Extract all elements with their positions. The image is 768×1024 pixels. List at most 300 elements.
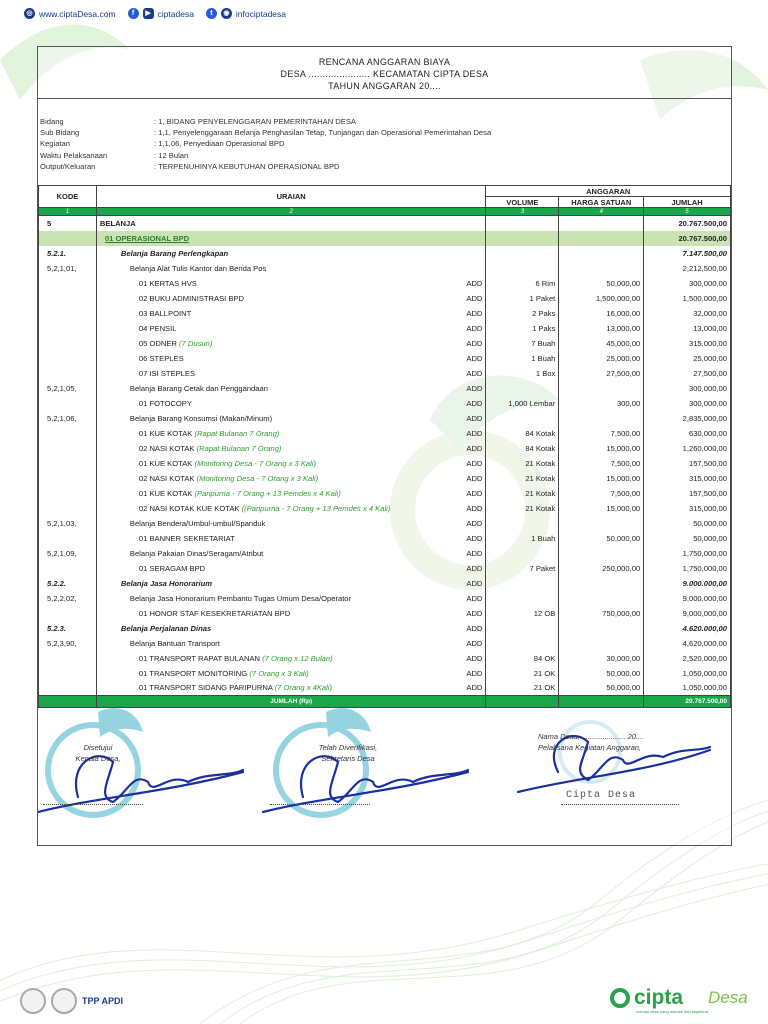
table-row xyxy=(39,321,731,336)
cell-sumber-dana xyxy=(424,261,486,276)
cell-harga-satuan: 1,500,000,00 xyxy=(559,291,644,306)
cell-sumber-dana: ADD xyxy=(424,396,486,411)
table-row xyxy=(39,666,731,681)
cell-jumlah: 1,750,000,00 xyxy=(644,561,731,576)
cell-uraian xyxy=(96,576,424,591)
cell-sumber-dana xyxy=(424,246,486,261)
cell-uraian xyxy=(96,456,424,471)
col-number: 3 xyxy=(486,208,559,216)
uraian-note: (Monitoring Desa - 7 Orang x 3 Kali) xyxy=(194,458,317,468)
uraian-text: 01 TRANSPORT MONITORING xyxy=(138,668,248,678)
cell-sumber-dana: ADD xyxy=(424,366,486,381)
uraian-text: Belanja Alat Tulis Kantor dan Benda Pos xyxy=(129,263,267,273)
cell-volume: 21 Kotak xyxy=(486,456,559,471)
cell-harga-satuan xyxy=(559,246,644,261)
header-harga-satuan: HARGA SATUAN xyxy=(559,197,644,208)
cell-sumber-dana: ADD xyxy=(424,306,486,321)
cell-harga-satuan xyxy=(559,546,644,561)
signature-right-line2: Pelaksana Kegiatan Anggaran, xyxy=(538,743,642,752)
meta-row xyxy=(40,161,731,172)
cell-kode xyxy=(39,456,97,471)
cell-kode xyxy=(39,531,97,546)
cell-kode xyxy=(39,306,97,321)
table-row xyxy=(39,636,731,651)
cell-kode xyxy=(39,276,97,291)
cell-volume: 7 Buah xyxy=(486,336,559,351)
column-number-row xyxy=(39,208,731,216)
cell-harga-satuan: 50,000,00 xyxy=(559,681,644,696)
social-links-bar xyxy=(24,8,286,19)
meta-row xyxy=(40,127,731,138)
cell-harga-satuan: 15,000,00 xyxy=(559,471,644,486)
cell-sumber-dana: ADD xyxy=(424,621,486,636)
cell-harga-satuan: 15,000,00 xyxy=(559,501,644,516)
cell-volume: 84 Kotak xyxy=(486,441,559,456)
cell-volume: 21 Kotak xyxy=(486,486,559,501)
table-row xyxy=(39,411,731,426)
cell-volume: 84 Kotak xyxy=(486,426,559,441)
cell-uraian xyxy=(96,261,424,276)
cell-uraian xyxy=(96,531,424,546)
facebook-icon[interactable]: f xyxy=(128,8,139,19)
meta-value: : TERPENUHINYA KEBUTUHAN OPERASIONAL BPD xyxy=(154,161,340,171)
uraian-note: (7 Orang x 12 Bulan) xyxy=(262,653,333,663)
cell-kode xyxy=(39,561,97,576)
cell-jumlah: 4,620,000,00 xyxy=(644,636,731,651)
cell-uraian xyxy=(96,471,424,486)
uraian-note: (Paripurna - 7 Orang + 13 Pemdes x 4 Kali) xyxy=(194,488,341,498)
uraian-note: (Monitoring Desa - 7 Orang x 3 Kali) xyxy=(196,473,319,483)
uraian-text: 01 KUE KOTAK xyxy=(138,488,193,498)
cell-kode xyxy=(39,651,97,666)
uraian-text: Belanja Barang Cetak dan Penggandaan xyxy=(129,383,268,393)
cell-harga-satuan: 25,000,00 xyxy=(559,351,644,366)
cell-uraian xyxy=(96,306,424,321)
cell-sumber-dana: ADD xyxy=(424,276,486,291)
cell-sumber-dana xyxy=(424,231,486,246)
cell-kode xyxy=(39,336,97,351)
cell-kode xyxy=(39,321,97,336)
meta-value: : 12 Bulan xyxy=(154,150,189,160)
cell-harga-satuan: 30,000,00 xyxy=(559,651,644,666)
uraian-text: 02 BUKU ADMINISTRASI BPD xyxy=(138,293,244,303)
uraian-text: 02 NASI KOTAK KUE KOTAK xyxy=(138,503,240,513)
cell-sumber-dana: ADD xyxy=(424,381,486,396)
cell-jumlah: 4.620.000,00 xyxy=(644,621,731,636)
tpp-apdi-logo: TPP APDI xyxy=(82,996,124,1006)
table-row xyxy=(39,291,731,306)
col-number: 5 xyxy=(644,208,731,216)
cell-jumlah: 20.767.500,00 xyxy=(644,231,731,246)
cell-sumber-dana: ADD xyxy=(424,291,486,306)
title-line-1: RENCANA ANGGARAN BIAYA xyxy=(318,57,451,67)
government-seal-logo xyxy=(20,988,46,1014)
cell-kode: 5,2,3,90, xyxy=(39,636,97,651)
globe-icon: ◎ xyxy=(24,8,35,19)
cell-kode xyxy=(39,231,97,246)
table-row xyxy=(39,576,731,591)
signature-mid-line1: Telah Diverifikasi, xyxy=(318,743,378,752)
signature-line-right xyxy=(561,804,679,805)
website-link[interactable]: www.ciptaDesa.com xyxy=(39,8,116,19)
cell-volume xyxy=(486,546,559,561)
cell-volume xyxy=(486,216,559,231)
cell-jumlah: 9,000,000,00 xyxy=(644,606,731,621)
cell-jumlah: 2,835,000,00 xyxy=(644,411,731,426)
cell-kode xyxy=(39,366,97,381)
cell-jumlah: 300,000,00 xyxy=(644,381,731,396)
signature-right-name: Cipta Desa xyxy=(566,790,637,801)
cell-harga-satuan: 250,000,00 xyxy=(559,561,644,576)
uraian-text: 01 OPERASIONAL BPD xyxy=(104,233,190,243)
cell-uraian xyxy=(96,636,424,651)
cell-sumber-dana: ADD xyxy=(424,501,486,516)
cell-sumber-dana: ADD xyxy=(424,471,486,486)
cell-harga-satuan xyxy=(559,516,644,531)
cell-uraian xyxy=(96,291,424,306)
cell-harga-satuan xyxy=(559,636,644,651)
uraian-text: Belanja Barang Konsumsi (Makan/Minum) xyxy=(129,413,273,423)
uraian-text: Belanja Jasa Honorarium Pembantu Tugas Umum Desa/Operator xyxy=(129,593,352,603)
cell-kode xyxy=(39,606,97,621)
cell-uraian xyxy=(96,276,424,291)
title-line-3: TAHUN ANGGARAN 20.... xyxy=(328,81,441,91)
cell-volume: 21 OK xyxy=(486,666,559,681)
cell-uraian xyxy=(96,501,424,516)
cell-kode: 5.2.3. xyxy=(39,621,97,636)
header-uraian: URAIAN xyxy=(96,186,486,208)
cell-kode: 5,2,1,01, xyxy=(39,261,97,276)
cell-harga-satuan: 7,500,00 xyxy=(559,456,644,471)
table-row xyxy=(39,501,731,516)
cell-sumber-dana: ADD xyxy=(424,441,486,456)
cell-uraian xyxy=(96,216,424,231)
uraian-note: ((Paripurna - 7 Orang + 13 Pemdes x 4 Kali) xyxy=(241,503,391,513)
uraian-text: BELANJA xyxy=(99,218,136,228)
uraian-text: Belanja Perjalanan Dinas xyxy=(120,623,212,633)
cell-kode xyxy=(39,351,97,366)
cell-volume xyxy=(486,636,559,651)
cell-jumlah: 27,500,00 xyxy=(644,366,731,381)
rab-document xyxy=(37,46,732,846)
meta-value: : 1,1,06, Penyediaan Operasional BPD xyxy=(154,139,285,149)
signature-left-line1: Disetujui xyxy=(83,743,113,752)
table-row xyxy=(39,396,731,411)
cell-sumber-dana: ADD xyxy=(424,321,486,336)
cell-uraian xyxy=(96,651,424,666)
table-row xyxy=(39,681,731,696)
cell-volume xyxy=(486,261,559,276)
cell-volume: 2 Paks xyxy=(486,306,559,321)
cell-kode xyxy=(39,501,97,516)
cell-sumber-dana: ADD xyxy=(424,576,486,591)
brand-tagline: menuju desa yang mandiri dan sejahtera xyxy=(636,1009,709,1014)
signature-line-left xyxy=(43,804,143,805)
cell-volume xyxy=(486,411,559,426)
cell-sumber-dana: ADD xyxy=(424,486,486,501)
cell-uraian xyxy=(96,546,424,561)
meta-key: Kegiatan xyxy=(40,139,70,149)
uraian-text: 01 TRANSPORT SIDANG PARIPURNA xyxy=(138,683,273,693)
cell-jumlah: 9,000,000,00 xyxy=(644,591,731,606)
cell-uraian xyxy=(96,246,424,261)
meta-row xyxy=(40,150,731,161)
cell-uraian xyxy=(96,681,424,696)
uraian-text: Belanja Pakaian Dinas/Seragam/Atribut xyxy=(129,548,264,558)
uraian-text: Belanja Bantuan Transport xyxy=(129,638,220,648)
twitter-icon[interactable]: t xyxy=(206,8,217,19)
brand-word: cipta xyxy=(634,986,684,1009)
social-handle-ciptadesa[interactable]: ciptadesa xyxy=(157,8,194,19)
cell-kode: 5.2.1. xyxy=(39,246,97,261)
signature-executor xyxy=(538,731,713,753)
cell-volume xyxy=(486,246,559,261)
signature-line-mid xyxy=(270,804,370,805)
cell-kode: 5,2,1,06, xyxy=(39,411,97,426)
cell-kode: 5 xyxy=(39,216,97,231)
cell-uraian xyxy=(96,666,424,681)
uraian-note: (Rapat Bulanan 7 Orang) xyxy=(194,428,280,438)
uraian-text: 01 TRANSPORT RAPAT BULANAN xyxy=(138,653,261,663)
cell-volume xyxy=(486,621,559,636)
cell-volume: 1 Box xyxy=(486,366,559,381)
cell-sumber-dana: ADD xyxy=(424,681,486,696)
cell-harga-satuan: 750,000,00 xyxy=(559,606,644,621)
uraian-text: 02 NASI KOTAK xyxy=(138,473,195,483)
uraian-note: (7 Orang x 4Kali) xyxy=(274,683,333,693)
cell-kode: 5,2,1,09, xyxy=(39,546,97,561)
cell-harga-satuan xyxy=(559,381,644,396)
cell-kode xyxy=(39,396,97,411)
cell-jumlah: 1,500,000,00 xyxy=(644,291,731,306)
instagram-icon[interactable]: ◉ xyxy=(221,8,232,19)
cell-jumlah: 1,750,000,00 xyxy=(644,546,731,561)
cell-uraian xyxy=(96,441,424,456)
cell-jumlah: 2,520,000,00 xyxy=(644,651,731,666)
cell-jumlah: 50,000,00 xyxy=(644,516,731,531)
signature-right-line1: Nama Desa, ..................... 20.... xyxy=(538,732,645,741)
cell-harga-satuan xyxy=(559,621,644,636)
table-row xyxy=(39,651,731,666)
header-anggaran: ANGGARAN xyxy=(486,186,731,197)
uraian-text: 07 ISI STEPLES xyxy=(138,368,196,378)
table-row xyxy=(39,306,731,321)
cell-volume: 6 Rim xyxy=(486,276,559,291)
cell-kode xyxy=(39,426,97,441)
cell-sumber-dana: ADD xyxy=(424,606,486,621)
signature-left-line2: Kepala Desa, xyxy=(75,754,121,763)
cell-kode xyxy=(39,291,97,306)
cell-volume: 1 Buah xyxy=(486,531,559,546)
table-row xyxy=(39,486,731,501)
table-row xyxy=(39,531,731,546)
cell-uraian xyxy=(96,591,424,606)
cell-sumber-dana: ADD xyxy=(424,546,486,561)
signature-stamps xyxy=(38,702,731,842)
meta-key: Sub Bidang xyxy=(40,128,80,138)
cell-volume: 1,000 Lembar xyxy=(486,396,559,411)
cell-harga-satuan: 50,000,00 xyxy=(559,666,644,681)
cell-sumber-dana: ADD xyxy=(424,636,486,651)
uraian-text: 02 NASI KOTAK xyxy=(138,443,195,453)
cell-sumber-dana: ADD xyxy=(424,666,486,681)
uraian-text: 01 BANNER SEKRETARIAT xyxy=(138,533,235,543)
header-kode: KODE xyxy=(39,186,97,208)
cell-sumber-dana: ADD xyxy=(424,651,486,666)
cell-uraian xyxy=(96,321,424,336)
cell-kode xyxy=(39,666,97,681)
cell-kode xyxy=(39,486,97,501)
signature-mid-line2: Sekretaris Desa xyxy=(321,754,375,763)
cell-kode xyxy=(39,441,97,456)
uraian-text: 01 KUE KOTAK xyxy=(138,428,193,438)
cell-jumlah: 300,000,00 xyxy=(644,276,731,291)
table-row xyxy=(39,336,731,351)
uraian-text: 01 FOTOCOPY xyxy=(138,398,192,408)
uraian-text: Belanja Barang Perlengkapan xyxy=(120,248,229,258)
cell-volume: 1 Paks xyxy=(486,321,559,336)
document-title xyxy=(38,47,731,99)
cell-sumber-dana: ADD xyxy=(424,426,486,441)
cell-harga-satuan xyxy=(559,231,644,246)
cell-harga-satuan: 15,000,00 xyxy=(559,441,644,456)
cell-kode: 5,2,1,03, xyxy=(39,516,97,531)
total-label: JUMLAH (Rp) xyxy=(96,696,486,708)
cell-sumber-dana xyxy=(424,216,486,231)
cell-uraian xyxy=(96,336,424,351)
cell-harga-satuan: 13,000,00 xyxy=(559,321,644,336)
table-row xyxy=(39,351,731,366)
cell-volume: 21 OK xyxy=(486,681,559,696)
table-row xyxy=(39,606,731,621)
cell-kode xyxy=(39,681,97,696)
uraian-text: Belanja Bendera/Umbul-umbul/Spanduk xyxy=(129,518,266,528)
meta-key: Waktu Pelaksanaan xyxy=(40,150,108,160)
cell-jumlah: 315,000,00 xyxy=(644,336,731,351)
cell-volume xyxy=(486,231,559,246)
cell-volume: 12 OB xyxy=(486,606,559,621)
cell-uraian xyxy=(96,411,424,426)
uraian-text: 01 HONOR STAF KESEKRETARIATAN BPD xyxy=(138,608,291,618)
cell-volume xyxy=(486,591,559,606)
cell-uraian xyxy=(96,486,424,501)
cell-uraian xyxy=(96,366,424,381)
cell-volume: 84 OK xyxy=(486,651,559,666)
cell-uraian xyxy=(96,606,424,621)
cell-sumber-dana: ADD xyxy=(424,456,486,471)
cell-jumlah: 13,000,00 xyxy=(644,321,731,336)
cell-kode xyxy=(39,471,97,486)
cell-kode: 5.2.2. xyxy=(39,576,97,591)
table-row xyxy=(39,441,731,456)
cell-uraian xyxy=(96,351,424,366)
cell-volume xyxy=(486,576,559,591)
cell-harga-satuan xyxy=(559,591,644,606)
cell-jumlah: 315,000,00 xyxy=(644,471,731,486)
header-jumlah: JUMLAH xyxy=(644,197,731,208)
cell-jumlah: 1,050,000,00 xyxy=(644,681,731,696)
table-row xyxy=(39,516,731,531)
cell-uraian xyxy=(96,396,424,411)
cell-volume: 1 Buah xyxy=(486,351,559,366)
cell-jumlah: 630,000,00 xyxy=(644,426,731,441)
cell-volume: 21 Kotak xyxy=(486,471,559,486)
ciptadesa-brand-logo xyxy=(610,984,750,1014)
meta-row xyxy=(40,138,731,149)
brand-word-2: Desa xyxy=(708,988,748,1007)
table-row xyxy=(39,426,731,441)
cell-harga-satuan: 50,000,00 xyxy=(559,531,644,546)
ciptadesa-logo-icon xyxy=(610,988,630,1008)
header-volume: VOLUME xyxy=(486,197,559,208)
cell-jumlah: 20.767.500,00 xyxy=(644,216,731,231)
cell-jumlah: 25,000,00 xyxy=(644,351,731,366)
total-value: 20.767.500,00 xyxy=(644,696,731,708)
cell-uraian xyxy=(96,381,424,396)
uraian-text: 06 STEPLES xyxy=(138,353,184,363)
cell-volume: 1 Paket xyxy=(486,291,559,306)
cell-jumlah: 7.147.500,00 xyxy=(644,246,731,261)
cell-harga-satuan: 27,500,00 xyxy=(559,366,644,381)
meta-value: : 1, BIDANG PENYELENGGARAN PEMERINTAHAN DESA xyxy=(154,117,356,126)
cell-kode: 5,2,1,05, xyxy=(39,381,97,396)
youtube-icon[interactable]: ▶ xyxy=(143,8,154,19)
table-row xyxy=(39,546,731,561)
partner-logos xyxy=(20,988,123,1014)
cell-volume xyxy=(486,381,559,396)
table-row xyxy=(39,381,731,396)
cell-kode: 5,2,2,02, xyxy=(39,591,97,606)
meta-value: : 1,1, Penyelenggaraan Belanja Penghasilan Tetap, Tunjangan dan Operasional Pemerintahan Desa xyxy=(154,128,492,138)
uraian-note: (7 Dusun) xyxy=(179,338,213,348)
cell-jumlah: 157,500,00 xyxy=(644,486,731,501)
uraian-text: 04 PENSIL xyxy=(138,323,177,333)
social-handle-infociptadesa[interactable]: infociptadesa xyxy=(235,8,287,19)
table-row xyxy=(39,231,731,246)
cell-uraian xyxy=(96,231,424,246)
cell-jumlah: 300,000,00 xyxy=(644,396,731,411)
cell-sumber-dana: ADD xyxy=(424,561,486,576)
cell-harga-satuan xyxy=(559,261,644,276)
table-row xyxy=(39,216,731,231)
cell-sumber-dana: ADD xyxy=(424,411,486,426)
col-number: 1 xyxy=(39,208,97,216)
uraian-note: (7 Orang x 3 Kali) xyxy=(249,668,309,678)
cell-jumlah: 1,260,000,00 xyxy=(644,441,731,456)
cell-harga-satuan xyxy=(559,576,644,591)
table-row xyxy=(39,261,731,276)
col-number: 4 xyxy=(559,208,644,216)
cell-harga-satuan: 50,000,00 xyxy=(559,276,644,291)
cell-uraian xyxy=(96,561,424,576)
table-row xyxy=(39,561,731,576)
cell-jumlah: 9.000.000,00 xyxy=(644,576,731,591)
cell-sumber-dana: ADD xyxy=(424,336,486,351)
uraian-text: 01 KUE KOTAK xyxy=(138,458,193,468)
cell-uraian xyxy=(96,426,424,441)
cell-harga-satuan: 7,500,00 xyxy=(559,426,644,441)
uraian-text: 01 SERAGAM BPD xyxy=(138,563,206,573)
table-row xyxy=(39,591,731,606)
cell-harga-satuan: 300,00 xyxy=(559,396,644,411)
cell-sumber-dana: ADD xyxy=(424,351,486,366)
title-line-2: DESA ...................... KECAMATAN CIPTA DESA xyxy=(280,69,489,79)
cell-harga-satuan: 45,000,00 xyxy=(559,336,644,351)
budget-table xyxy=(38,185,731,708)
meta-key: Bidang xyxy=(40,117,64,126)
table-row xyxy=(39,456,731,471)
cell-volume xyxy=(486,516,559,531)
